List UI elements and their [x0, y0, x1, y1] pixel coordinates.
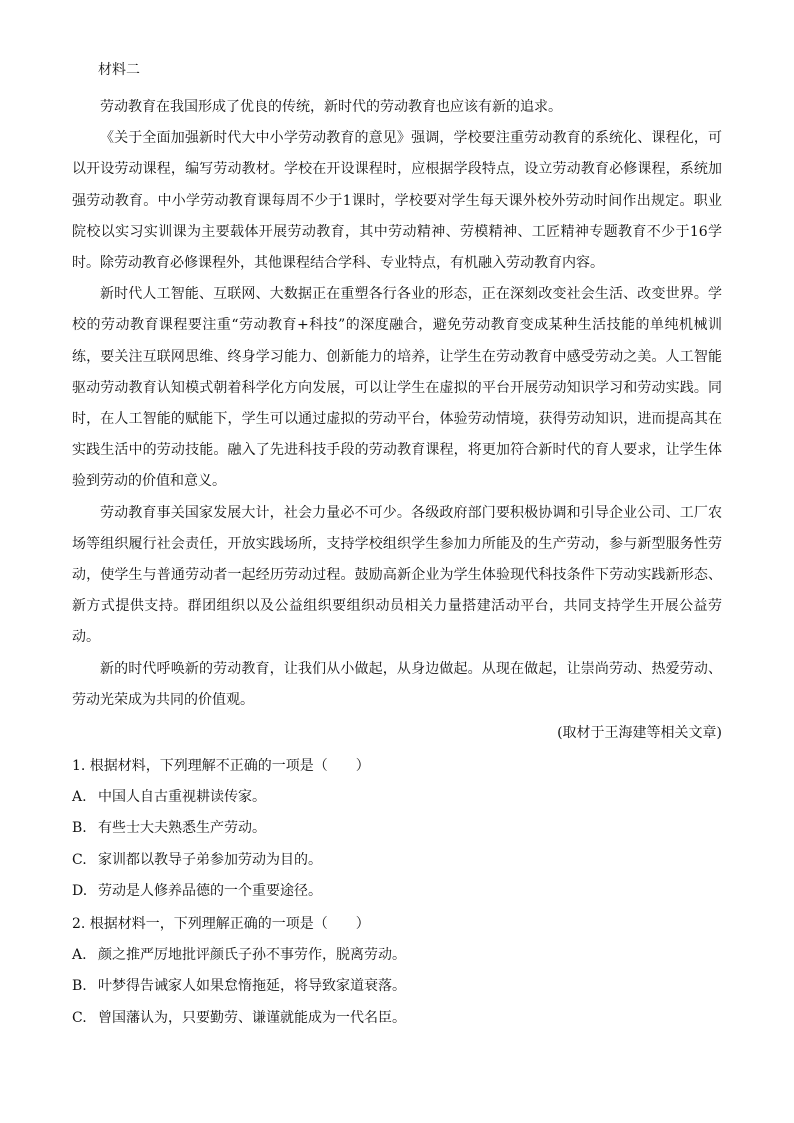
option-letter: A. — [72, 947, 87, 964]
option-c[interactable] — [72, 1003, 722, 1034]
question-2 — [72, 909, 722, 1034]
source-citation: (取材于王海建等相关文章) — [557, 725, 722, 742]
paragraph-conclusion: 新的时代呼唤新的劳动教育，让我们从小做起，从身边做起。从现在做起，让崇尚劳动、热爱劳动、劳动光荣成为共同的价值观。 — [72, 660, 722, 708]
option-text: 劳动是人修养品德的一个重要途径。 — [98, 882, 322, 899]
option-text: 家训都以教导子弟参加劳动为目的。 — [98, 851, 322, 868]
document-page — [72, 60, 722, 1034]
option-b[interactable] — [72, 813, 722, 844]
option-text: 有些士大夫熟悉生产劳动。 — [98, 820, 266, 837]
option-d[interactable] — [72, 876, 722, 907]
section-title: 材料二 — [98, 62, 140, 78]
option-text: 颜之推严厉地批评颜氏子孙不事劳作，脱离劳动。 — [98, 947, 406, 964]
paragraph-society: 劳动教育事关国家发展大计，社会力量必不可少。各级政府部门要积极协调和引导企业公司、工厂农场等组织履行社会责任，开放实践场所，支持学校组织学生参加力所能及的生产劳动，参与新型服务性劳动，使学生与普通劳动者一起经历劳动过程。鼓励高新企业为学生体验现代科技条件下劳动实践新形态、新方式提供支持。群团组织以及公益组织要组织动员相关力量搭建活动平台，共同支持学生开展公益劳动。 — [72, 504, 722, 646]
option-letter: C. — [72, 1009, 87, 1026]
paragraph-technology: 新时代人工智能、互联网、大数据正在重塑各行各业的形态，正在深刻改变社会生活、改变世界。学校的劳动教育课程要注重“劳动教育+科技”的深度融合，避免劳动教育变成某种生活技能的单纯机械训练，要关注互联网思维、终身学习能力、创新能力的培养，让学生在劳动教育中感受劳动之美。人工智能驱动劳动教育认知模式朝着科学化方向发展，可以让学生在虚拟的平台开展劳动知识学习和劳动实践。同时，在人工智能的赋能下，学生可以通过虚拟的劳动平台，体验劳动情境，获得劳动知识，进而提高其在实践生活中的劳动技能。融入了先进科技手段的劳动教育课程，将更加符合新时代的育人要求，让学生体验到劳动的价值和意义。 — [72, 286, 722, 490]
option-letter: A. — [72, 789, 87, 806]
paragraph-opinion: 《关于全面加强新时代大中小学劳动教育的意见》强调，学校要注重劳动教育的系统化、课程化，可以开设劳动课程，编写劳动教材。学校在开设课程时，应根据学段特点，设立劳动教育必修课程，系统加强劳动教育。中小学劳动教育课每周不少于1课时，学校要对学生每天课外校外劳动时间作出规定。职业院校以实习实训课为主要载体开展劳动教育，其中劳动精神、劳模精神、工匠精神专题教育不少于16学时。除劳动教育必修课程外，其他课程结合学科、专业特点，有机融入劳动教育内容。 — [72, 130, 722, 272]
paragraph-intro: 劳动教育在我国形成了优良的传统，新时代的劳动教育也应该有新的追求。 — [100, 99, 562, 115]
option-text: 中国人自古重视耕读传家。 — [98, 789, 266, 806]
question-stem: 1. 根据材料，下列理解不正确的一项是（ ） — [72, 758, 370, 775]
option-text: 曾国藩认为，只要勤劳、谦谨就能成为一代名臣。 — [98, 1009, 406, 1026]
option-a[interactable] — [72, 940, 722, 971]
option-letter: B. — [72, 820, 87, 837]
option-text: 叶梦得告诫家人如果怠惰拖延，将导致家道衰落。 — [98, 978, 406, 995]
question-1 — [72, 751, 722, 907]
option-a[interactable] — [72, 782, 722, 813]
option-b[interactable] — [72, 971, 722, 1002]
option-c[interactable] — [72, 845, 722, 876]
option-letter: D. — [72, 882, 88, 899]
option-letter: C. — [72, 851, 87, 868]
option-letter: B. — [72, 978, 87, 995]
question-stem: 2. 根据材料一，下列理解正确的一项是（ ） — [72, 916, 370, 933]
